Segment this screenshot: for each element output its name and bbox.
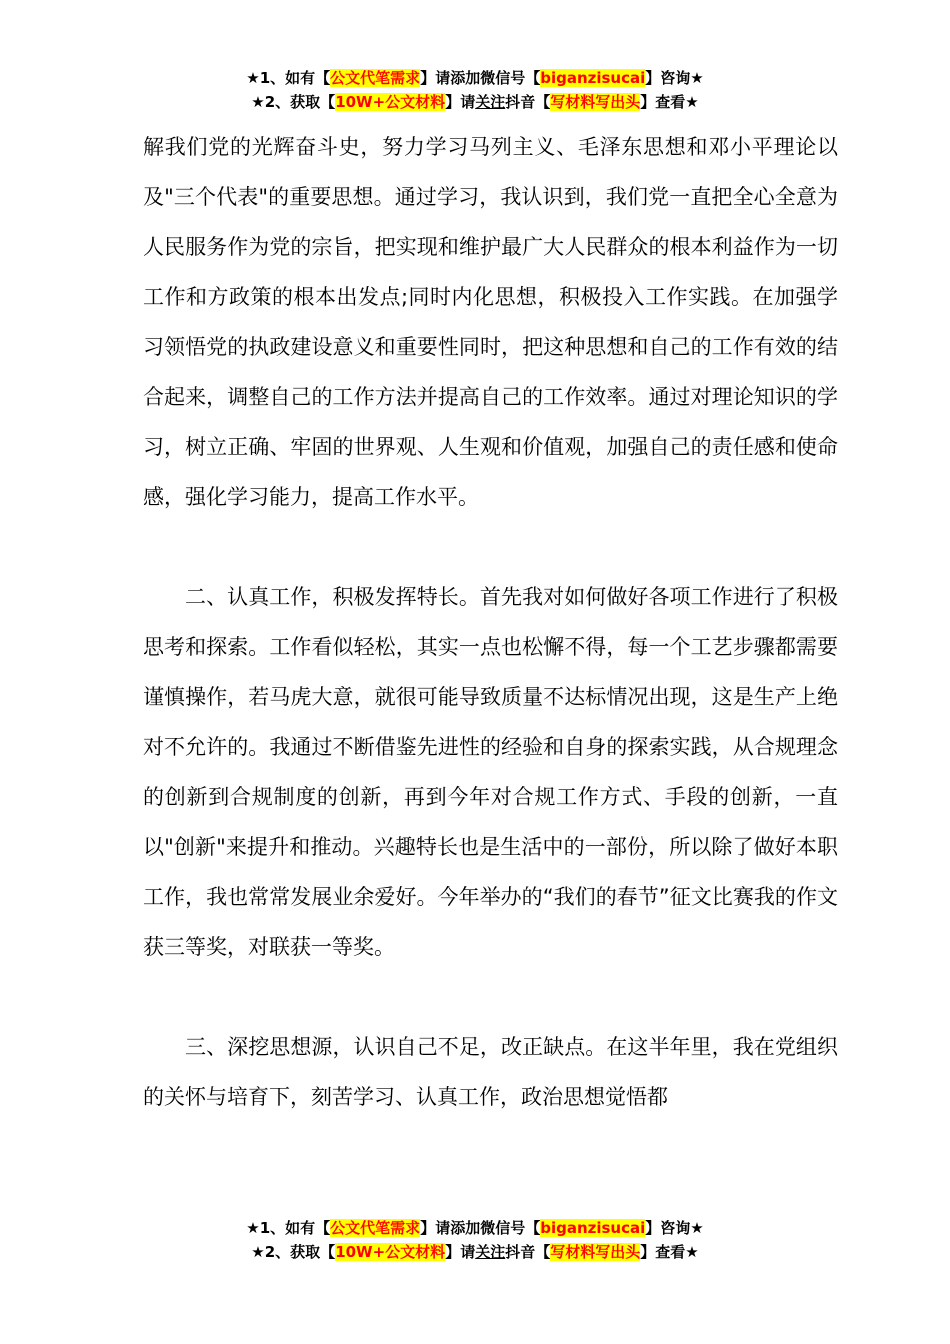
banner-line-2: ★2、获取【10W+公文材料】请关注抖音【写材料写出头】查看★ [251,1243,699,1261]
footer-banner [0,1216,950,1264]
paragraph-gap [143,972,838,1022]
paragraph-2: 二、认真工作，积极发挥特长。首先我对如何做好各项工作进行了积极思考和探索。工作看似轻松，其实一点也松懈不得，每一个工艺步骤都需要谨慎操作，若马虎大意，就很可能导致质量不达标情况出现，这是生产上绝对不允许的。我通过不断借鉴先进性的经验和自身的探索实践，从合规理念的创新到合规制度的创新，再到今年对合规工作方式、手段的创新，一直以"创新"来提升和推动。兴趣特长也是生活中的一部份，所以除了做好本职工作，我也常常发展业余爱好。今年举办的“我们的春节”征文比赛我的作文获三等奖，对联获一等奖。 [143,585,838,959]
header-banner [0,66,950,114]
paragraph-3: 三、深挖思想源，认识自己不足，改正缺点。在这半年里，我在党组织的关怀与培育下，刻苦学习、认真工作，政治思想觉悟都 [143,1035,838,1109]
highlight-materials: 10W+公文材料 [335,93,446,111]
highlight-wechat-id: biganzisucai [540,1219,646,1237]
banner-line-1: ★1、如有【公文代笔需求】请添加微信号【biganzisucai】咨询★ [246,69,704,87]
highlight-materials: 10W+公文材料 [335,1243,446,1261]
highlight-writing-service: 公文代笔需求 [330,69,421,87]
banner-line-2: ★2、获取【10W+公文材料】请关注抖音【写材料写出头】查看★ [251,93,699,111]
banner-line-1: ★1、如有【公文代笔需求】请添加微信号【biganzisucai】咨询★ [246,1219,704,1237]
paragraph-1: 解我们党的光辉奋斗史，努力学习马列主义、毛泽东思想和邓小平理论以及"三个代表"的重要思想。通过学习，我认识到，我们党一直把全心全意为人民服务作为党的宗旨，把实现和维护最广大人民群众的根本利益作为一切工作和方政策的根本出发点;同时内化思想，积极投入工作实践。在加强学习领悟党的执政建设意义和重要性同时，把这种思想和自己的工作有效的结合起来，调整自己的工作方法并提高自己的工作效率。通过对理论知识的学习，树立正确、牢固的世界观、人生观和价值观，加强自己的责任感和使命感，强化学习能力，提高工作水平。 [143,135,838,509]
highlight-douyin-account: 写材料写出头 [550,1243,641,1261]
highlight-douyin-account: 写材料写出头 [550,93,641,111]
document-body [143,122,838,1122]
follow-underlined: 关注 [475,93,506,111]
highlight-writing-service: 公文代笔需求 [330,1219,421,1237]
paragraph-gap [143,522,838,572]
highlight-wechat-id: biganzisucai [540,69,646,87]
follow-underlined: 关注 [475,1243,506,1261]
